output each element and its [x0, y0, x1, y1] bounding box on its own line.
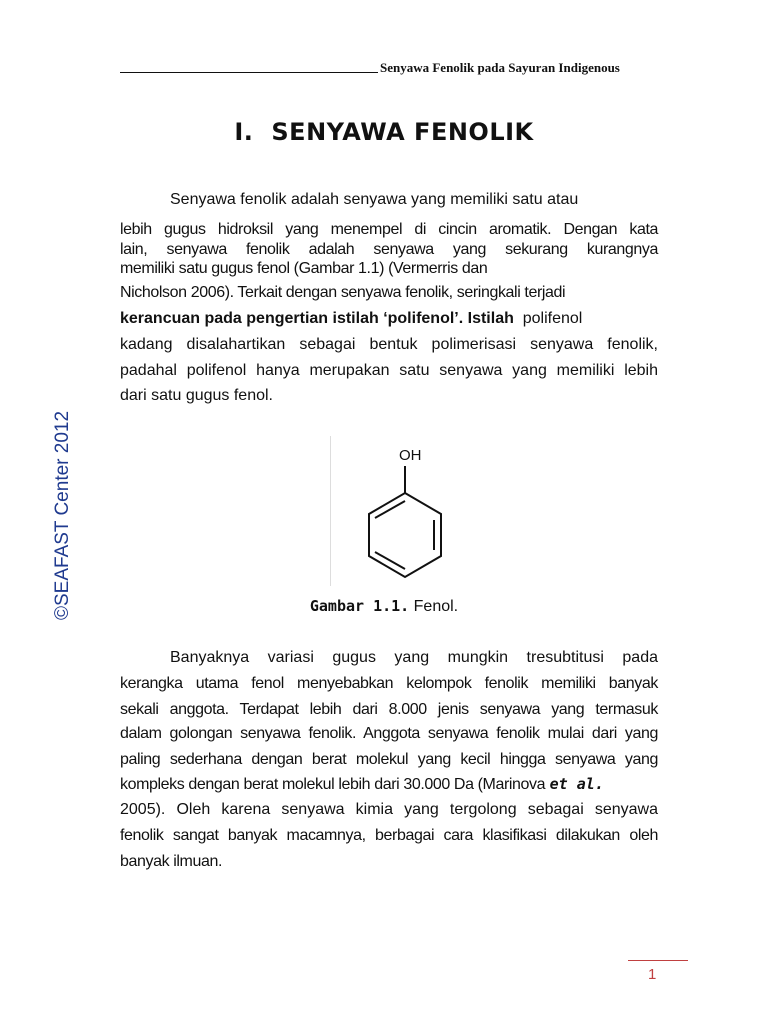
paragraph-2-line-4: dalam golongan senyawa fenolik. Anggota senyawa fenolik mulai dari yang — [120, 725, 658, 742]
figure-caption-text: Fenol. — [413, 598, 459, 615]
paragraph-1-line-8: padahal polifenol hanya merupakan satu senyawa yang memiliki lebih — [120, 362, 658, 379]
paragraph-1-line-2: lebih gugus hidroksil yang menempel di cincin aromatik. Dengan kata — [120, 221, 658, 238]
chapter-title: SENYAWA FENOLIK — [271, 118, 534, 146]
paragraph-2-line-1: Banyaknya variasi gugus yang mungkin tresubtitusi pada — [170, 649, 658, 666]
paragraph-2-line-9: banyak ilmuan. — [120, 853, 223, 870]
copyright-watermark: ©SEAFAST Center 2012 — [52, 410, 73, 620]
double-bond-bottom-left — [375, 552, 405, 569]
paragraph-2-line-6 — [120, 774, 658, 795]
paragraph-2-line-7: 2005). Oleh karena senyawa kimia yang tergolong sebagai senyawa — [120, 801, 658, 818]
paragraph-2-line-3: sekali anggota. Terdapat lebih dari 8.000 jenis senyawa yang termasuk — [120, 701, 658, 718]
paragraph-2-line-6-text: kompleks dengan berat molekul lebih dari 30.000 Da (Marinova — [120, 776, 546, 793]
polifenol-term-emphasis: kerancuan pada pengertian istilah ‘polifenol’. Istilah — [120, 310, 514, 327]
paragraph-1-line-9: dari satu gugus fenol. — [120, 387, 273, 404]
paragraph-2-line-5: paling sederhana dengan berat molekul yang kecil hingga senyawa yang — [120, 751, 658, 768]
header-rule — [120, 72, 378, 73]
running-header — [120, 60, 640, 76]
et-al-citation: et al. — [549, 775, 604, 793]
page-number: 1 — [648, 966, 657, 983]
figure-caption-label: Gambar 1.1. — [309, 597, 410, 615]
oh-label: OH — [399, 447, 422, 464]
chapter-number: I. — [234, 118, 254, 146]
figure-caption — [0, 597, 768, 616]
paragraph-2-line-2: kerangka utama fenol menyebabkan kelompok fenolik memiliki banyak — [120, 675, 658, 692]
paragraph-1-line-4: memiliki satu gugus fenol (Gambar 1.1) (Vermerris dan — [120, 260, 488, 277]
running-title: Senyawa Fenolik pada Sayuran Indigenous — [380, 60, 620, 75]
paragraph-2-line-8: fenolik sangat banyak macamnya, berbagai cara klasifikasi dilakukan oleh — [120, 827, 658, 844]
page-number-rule — [628, 960, 688, 961]
phenol-structure-drawing — [330, 436, 470, 586]
paragraph-1-line-1: Senyawa fenolik adalah senyawa yang memiliki satu atau — [170, 191, 579, 208]
double-bond-top-left — [375, 501, 405, 518]
paragraph-1-line-3: lain, senyawa fenolik adalah senyawa yang sekurang kurangnya — [120, 241, 658, 258]
paragraph-1-line-5: Nicholson 2006). Terkait dengan senyawa fenolik, seringkali terjadi — [120, 284, 566, 301]
phenol-structure-figure — [330, 436, 470, 586]
polifenol-word: polifenol — [522, 310, 583, 327]
paragraph-1-line-7: kadang disalahartikan sebagai bentuk polimerisasi senyawa fenolik, — [120, 336, 658, 353]
benzene-ring — [369, 493, 441, 577]
paragraph-1-line-6 — [120, 309, 658, 329]
chapter-heading — [0, 118, 768, 146]
